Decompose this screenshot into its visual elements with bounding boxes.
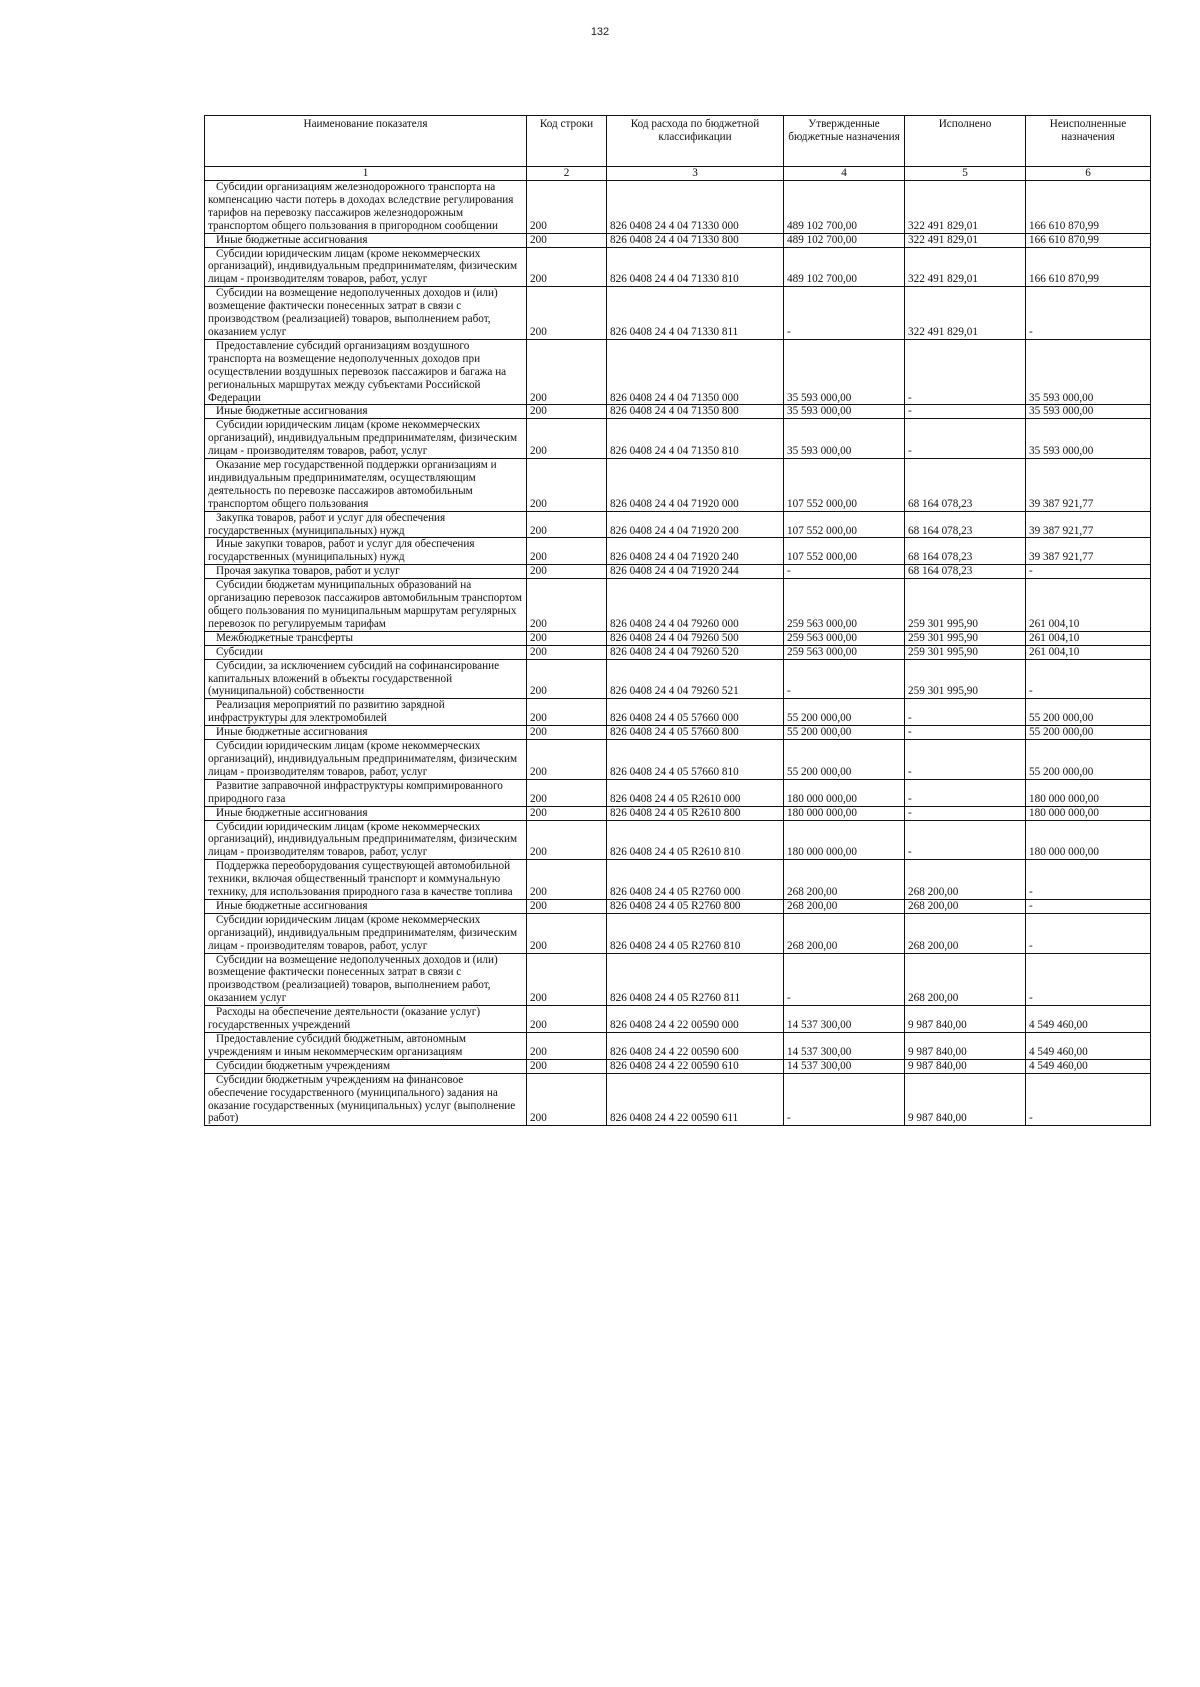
approved-amount: - bbox=[784, 1073, 905, 1126]
table-row bbox=[205, 247, 1151, 287]
unexecuted-amount: - bbox=[1026, 913, 1151, 953]
table-row bbox=[205, 820, 1151, 860]
row-code: 200 bbox=[527, 579, 607, 632]
approved-amount: 489 102 700,00 bbox=[784, 233, 905, 247]
budget-classification-code: 826 0408 24 4 05 R2610 810 bbox=[607, 820, 784, 860]
indicator-name: Субсидии юридическим лицам (кроме некоммерческих организаций), индивидуальным предпринимателям, физическим лицам - производителям товаров, работ, услуг bbox=[205, 247, 527, 287]
budget-classification-code: 826 0408 24 4 22 00590 611 bbox=[607, 1073, 784, 1126]
row-code: 200 bbox=[527, 740, 607, 780]
executed-amount: 322 491 829,01 bbox=[905, 287, 1026, 340]
table-row bbox=[205, 511, 1151, 538]
indicator-name: Предоставление субсидий бюджетным, автономным учреждениям и иным некоммерческим организациям bbox=[205, 1033, 527, 1060]
budget-classification-code: 826 0408 24 4 05 57660 810 bbox=[607, 740, 784, 780]
row-code: 200 bbox=[527, 860, 607, 900]
budget-classification-code: 826 0408 24 4 04 71920 240 bbox=[607, 538, 784, 565]
header-executed: Исполнено bbox=[905, 116, 1026, 167]
row-code: 200 bbox=[527, 953, 607, 1006]
approved-amount: 35 593 000,00 bbox=[784, 419, 905, 459]
table-row bbox=[205, 740, 1151, 780]
approved-amount: 268 200,00 bbox=[784, 899, 905, 913]
unexecuted-amount: 261 004,10 bbox=[1026, 579, 1151, 632]
executed-amount: - bbox=[905, 740, 1026, 780]
approved-amount: 107 552 000,00 bbox=[784, 511, 905, 538]
budget-classification-code: 826 0408 24 4 05 57660 800 bbox=[607, 726, 784, 740]
budget-classification-code: 826 0408 24 4 04 79260 521 bbox=[607, 659, 784, 699]
budget-classification-code: 826 0408 24 4 04 71350 000 bbox=[607, 339, 784, 405]
row-code: 200 bbox=[527, 913, 607, 953]
row-code: 200 bbox=[527, 459, 607, 512]
unexecuted-amount: 39 387 921,77 bbox=[1026, 511, 1151, 538]
executed-amount: 268 200,00 bbox=[905, 953, 1026, 1006]
unexecuted-amount: - bbox=[1026, 860, 1151, 900]
executed-amount: - bbox=[905, 699, 1026, 726]
budget-classification-code: 826 0408 24 4 04 71920 000 bbox=[607, 459, 784, 512]
table-row bbox=[205, 913, 1151, 953]
approved-amount: 55 200 000,00 bbox=[784, 699, 905, 726]
budget-classification-code: 826 0408 24 4 22 00590 000 bbox=[607, 1006, 784, 1033]
indicator-name: Иные бюджетные ассигнования bbox=[205, 899, 527, 913]
column-number: 3 bbox=[607, 167, 784, 181]
budget-classification-code: 826 0408 24 4 05 R2610 000 bbox=[607, 779, 784, 806]
budget-classification-code: 826 0408 24 4 05 R2760 800 bbox=[607, 899, 784, 913]
unexecuted-amount: 180 000 000,00 bbox=[1026, 820, 1151, 860]
budget-classification-code: 826 0408 24 4 04 71330 811 bbox=[607, 287, 784, 340]
indicator-name: Субсидии юридическим лицам (кроме некоммерческих организаций), индивидуальным предпринимателям, физическим лицам - производителям товаров, работ, услуг bbox=[205, 820, 527, 860]
unexecuted-amount: 180 000 000,00 bbox=[1026, 806, 1151, 820]
approved-amount: - bbox=[784, 953, 905, 1006]
budget-classification-code: 826 0408 24 4 04 71330 810 bbox=[607, 247, 784, 287]
approved-amount: 35 593 000,00 bbox=[784, 405, 905, 419]
row-code: 200 bbox=[527, 699, 607, 726]
budget-classification-code: 826 0408 24 4 05 R2610 800 bbox=[607, 806, 784, 820]
table-row bbox=[205, 419, 1151, 459]
table-row bbox=[205, 1073, 1151, 1126]
table-row bbox=[205, 405, 1151, 419]
row-code: 200 bbox=[527, 1059, 607, 1073]
row-code: 200 bbox=[527, 899, 607, 913]
table-row bbox=[205, 779, 1151, 806]
unexecuted-amount: 261 004,10 bbox=[1026, 645, 1151, 659]
page-number: 132 bbox=[590, 26, 610, 38]
unexecuted-amount: 35 593 000,00 bbox=[1026, 419, 1151, 459]
row-code: 200 bbox=[527, 1073, 607, 1126]
table-row bbox=[205, 631, 1151, 645]
approved-amount: 268 200,00 bbox=[784, 913, 905, 953]
indicator-name: Субсидии бюджетным учреждениям bbox=[205, 1059, 527, 1073]
unexecuted-amount: 166 610 870,99 bbox=[1026, 181, 1151, 234]
indicator-name: Субсидии юридическим лицам (кроме некоммерческих организаций), индивидуальным предпринимателям, физическим лицам - производителям товаров, работ, услуг bbox=[205, 913, 527, 953]
table-row bbox=[205, 860, 1151, 900]
row-code: 200 bbox=[527, 339, 607, 405]
indicator-name: Расходы на обеспечение деятельности (оказание услуг) государственных учреждений bbox=[205, 1006, 527, 1033]
indicator-name: Субсидии бюджетам муниципальных образований на организацию перевозок пассажиров автомобильным транспортом общего пользования по муниципальным маршрутам регулярных перевозок по регулируемым тарифам bbox=[205, 579, 527, 632]
executed-amount: 259 301 995,90 bbox=[905, 579, 1026, 632]
executed-amount: - bbox=[905, 339, 1026, 405]
table-row bbox=[205, 806, 1151, 820]
approved-amount: 259 563 000,00 bbox=[784, 645, 905, 659]
row-code: 200 bbox=[527, 405, 607, 419]
row-code: 200 bbox=[527, 631, 607, 645]
unexecuted-amount: - bbox=[1026, 953, 1151, 1006]
table-row bbox=[205, 233, 1151, 247]
approved-amount: 259 563 000,00 bbox=[784, 631, 905, 645]
executed-amount: - bbox=[905, 419, 1026, 459]
approved-amount: 259 563 000,00 bbox=[784, 579, 905, 632]
unexecuted-amount: 55 200 000,00 bbox=[1026, 740, 1151, 780]
budget-classification-code: 826 0408 24 4 22 00590 600 bbox=[607, 1033, 784, 1060]
row-code: 200 bbox=[527, 1006, 607, 1033]
approved-amount: 14 537 300,00 bbox=[784, 1059, 905, 1073]
executed-amount: 268 200,00 bbox=[905, 899, 1026, 913]
executed-amount: 268 200,00 bbox=[905, 860, 1026, 900]
executed-amount: 9 987 840,00 bbox=[905, 1073, 1026, 1126]
column-number: 1 bbox=[205, 167, 527, 181]
column-number: 5 bbox=[905, 167, 1026, 181]
executed-amount: 68 164 078,23 bbox=[905, 565, 1026, 579]
executed-amount: 9 987 840,00 bbox=[905, 1006, 1026, 1033]
header-indicator-name: Наименование показателя bbox=[205, 116, 527, 167]
row-code: 200 bbox=[527, 538, 607, 565]
executed-amount: 268 200,00 bbox=[905, 913, 1026, 953]
budget-classification-code: 826 0408 24 4 05 R2760 000 bbox=[607, 860, 784, 900]
budget-classification-code: 826 0408 24 4 04 71920 200 bbox=[607, 511, 784, 538]
executed-amount: 68 164 078,23 bbox=[905, 511, 1026, 538]
indicator-name: Субсидии на возмещение недополученных доходов и (или) возмещение фактически понесенных затрат в связи с производством (реализацией) товаров, выполнением работ, оказанием услуг bbox=[205, 287, 527, 340]
approved-amount: 180 000 000,00 bbox=[784, 779, 905, 806]
row-code: 200 bbox=[527, 247, 607, 287]
indicator-name: Субсидии на возмещение недополученных доходов и (или) возмещение фактически понесенных затрат в связи с производством (реализацией) товаров, выполнением работ, оказанием услуг bbox=[205, 953, 527, 1006]
indicator-name: Поддержка переоборудования существующей автомобильной техники, включая общественный транспорт и коммунальную технику, для использования природного газа в качестве топлива bbox=[205, 860, 527, 900]
indicator-name: Субсидии юридическим лицам (кроме некоммерческих организаций), индивидуальным предпринимателям, физическим лицам - производителям товаров, работ, услуг bbox=[205, 740, 527, 780]
executed-amount: 259 301 995,90 bbox=[905, 659, 1026, 699]
approved-amount: 180 000 000,00 bbox=[784, 806, 905, 820]
executed-amount: 322 491 829,01 bbox=[905, 181, 1026, 234]
budget-classification-code: 826 0408 24 4 04 71330 800 bbox=[607, 233, 784, 247]
indicator-name: Реализация мероприятий по развитию зарядной инфраструктуры для электромобилей bbox=[205, 699, 527, 726]
indicator-name: Субсидии организациям железнодорожного транспорта на компенсацию части потерь в доходах вследствие регулирования тарифов на перевозку пассажиров железнодорожным транспортом общего пользования в пригородном сообщении bbox=[205, 181, 527, 234]
executed-amount: - bbox=[905, 726, 1026, 740]
unexecuted-amount: 35 593 000,00 bbox=[1026, 405, 1151, 419]
approved-amount: 14 537 300,00 bbox=[784, 1033, 905, 1060]
column-number: 6 bbox=[1026, 167, 1151, 181]
executed-amount: 322 491 829,01 bbox=[905, 233, 1026, 247]
executed-amount: 68 164 078,23 bbox=[905, 459, 1026, 512]
executed-amount: 9 987 840,00 bbox=[905, 1059, 1026, 1073]
table-row bbox=[205, 659, 1151, 699]
row-code: 200 bbox=[527, 511, 607, 538]
budget-classification-code: 826 0408 24 4 04 71350 800 bbox=[607, 405, 784, 419]
executed-amount: 259 301 995,90 bbox=[905, 645, 1026, 659]
unexecuted-amount: - bbox=[1026, 659, 1151, 699]
budget-classification-code: 826 0408 24 4 04 71920 244 bbox=[607, 565, 784, 579]
table-row bbox=[205, 726, 1151, 740]
approved-amount: 268 200,00 bbox=[784, 860, 905, 900]
table-row bbox=[205, 1059, 1151, 1073]
table-header bbox=[205, 116, 1151, 181]
table-body bbox=[205, 181, 1151, 1126]
row-code: 200 bbox=[527, 419, 607, 459]
unexecuted-amount: 166 610 870,99 bbox=[1026, 247, 1151, 287]
row-code: 200 bbox=[527, 181, 607, 234]
approved-amount: 14 537 300,00 bbox=[784, 1006, 905, 1033]
approved-amount: 107 552 000,00 bbox=[784, 538, 905, 565]
executed-amount: 322 491 829,01 bbox=[905, 247, 1026, 287]
budget-classification-code: 826 0408 24 4 22 00590 610 bbox=[607, 1059, 784, 1073]
indicator-name: Субсидии bbox=[205, 645, 527, 659]
row-code: 200 bbox=[527, 659, 607, 699]
budget-classification-code: 826 0408 24 4 04 79260 000 bbox=[607, 579, 784, 632]
indicator-name: Субсидии юридическим лицам (кроме некоммерческих организаций), индивидуальным предпринимателям, физическим лицам - производителям товаров, работ, услуг bbox=[205, 419, 527, 459]
budget-classification-code: 826 0408 24 4 04 79260 500 bbox=[607, 631, 784, 645]
unexecuted-amount: 39 387 921,77 bbox=[1026, 538, 1151, 565]
row-code: 200 bbox=[527, 1033, 607, 1060]
indicator-name: Оказание мер государственной поддержки организациям и индивидуальным предпринимателям, осуществляющим деятельность по перевозке пассажиров автомобильным транспортом общего пользования bbox=[205, 459, 527, 512]
row-code: 200 bbox=[527, 806, 607, 820]
unexecuted-amount: 180 000 000,00 bbox=[1026, 779, 1151, 806]
executed-amount: - bbox=[905, 820, 1026, 860]
header-row-code: Код строки bbox=[527, 116, 607, 167]
column-number: 4 bbox=[784, 167, 905, 181]
table-row bbox=[205, 287, 1151, 340]
row-code: 200 bbox=[527, 779, 607, 806]
executed-amount: 9 987 840,00 bbox=[905, 1033, 1026, 1060]
table-row bbox=[205, 699, 1151, 726]
budget-classification-code: 826 0408 24 4 04 71350 810 bbox=[607, 419, 784, 459]
table-row bbox=[205, 1006, 1151, 1033]
indicator-name: Иные бюджетные ассигнования bbox=[205, 405, 527, 419]
table-row bbox=[205, 953, 1151, 1006]
approved-amount: 180 000 000,00 bbox=[784, 820, 905, 860]
column-number-row bbox=[205, 167, 1151, 181]
budget-classification-code: 826 0408 24 4 04 71330 000 bbox=[607, 181, 784, 234]
approved-amount: 55 200 000,00 bbox=[784, 740, 905, 780]
indicator-name: Предоставление субсидий организациям воздушного транспорта на возмещение недополученных доходов при осуществлении воздушных перевозок пассажиров и багажа на региональных маршрутах между субъектами Российской Федерации bbox=[205, 339, 527, 405]
budget-classification-code: 826 0408 24 4 04 79260 520 bbox=[607, 645, 784, 659]
approved-amount: 55 200 000,00 bbox=[784, 726, 905, 740]
unexecuted-amount: 55 200 000,00 bbox=[1026, 699, 1151, 726]
indicator-name: Иные бюджетные ассигнования bbox=[205, 726, 527, 740]
approved-amount: 35 593 000,00 bbox=[784, 339, 905, 405]
row-code: 200 bbox=[527, 726, 607, 740]
unexecuted-amount: - bbox=[1026, 899, 1151, 913]
budget-classification-code: 826 0408 24 4 05 R2760 810 bbox=[607, 913, 784, 953]
header-unexecuted: Неисполненные назначения bbox=[1026, 116, 1151, 167]
unexecuted-amount: 4 549 460,00 bbox=[1026, 1006, 1151, 1033]
table-row bbox=[205, 565, 1151, 579]
header-budget-code: Код расхода по бюджетной классификации bbox=[607, 116, 784, 167]
unexecuted-amount: 55 200 000,00 bbox=[1026, 726, 1151, 740]
approved-amount: 107 552 000,00 bbox=[784, 459, 905, 512]
unexecuted-amount: 39 387 921,77 bbox=[1026, 459, 1151, 512]
indicator-name: Межбюджетные трансферты bbox=[205, 631, 527, 645]
approved-amount: - bbox=[784, 659, 905, 699]
approved-amount: - bbox=[784, 565, 905, 579]
table-row bbox=[205, 459, 1151, 512]
table-row bbox=[205, 339, 1151, 405]
unexecuted-amount: - bbox=[1026, 1073, 1151, 1126]
executed-amount: - bbox=[905, 806, 1026, 820]
table-row bbox=[205, 181, 1151, 234]
row-code: 200 bbox=[527, 820, 607, 860]
unexecuted-amount: 261 004,10 bbox=[1026, 631, 1151, 645]
budget-execution-table bbox=[204, 115, 1151, 1126]
budget-classification-code: 826 0408 24 4 05 R2760 811 bbox=[607, 953, 784, 1006]
column-number: 2 bbox=[527, 167, 607, 181]
indicator-name: Иные бюджетные ассигнования bbox=[205, 233, 527, 247]
unexecuted-amount: - bbox=[1026, 565, 1151, 579]
unexecuted-amount: 4 549 460,00 bbox=[1026, 1033, 1151, 1060]
indicator-name: Иные закупки товаров, работ и услуг для обеспечения государственных (муниципальных) нужд bbox=[205, 538, 527, 565]
approved-amount: 489 102 700,00 bbox=[784, 181, 905, 234]
row-code: 200 bbox=[527, 645, 607, 659]
row-code: 200 bbox=[527, 287, 607, 340]
unexecuted-amount: 4 549 460,00 bbox=[1026, 1059, 1151, 1073]
table-row bbox=[205, 645, 1151, 659]
table-row bbox=[205, 1033, 1151, 1060]
executed-amount: 259 301 995,90 bbox=[905, 631, 1026, 645]
approved-amount: 489 102 700,00 bbox=[784, 247, 905, 287]
unexecuted-amount: 35 593 000,00 bbox=[1026, 339, 1151, 405]
table-row bbox=[205, 579, 1151, 632]
table-row bbox=[205, 899, 1151, 913]
executed-amount: 68 164 078,23 bbox=[905, 538, 1026, 565]
indicator-name: Развитие заправочной инфраструктуры компримированного природного газа bbox=[205, 779, 527, 806]
indicator-name: Субсидии бюджетным учреждениям на финансовое обеспечение государственного (муниципального) задания на оказание государственных (муниципальных) услуг (выполнение работ) bbox=[205, 1073, 527, 1126]
budget-classification-code: 826 0408 24 4 05 57660 000 bbox=[607, 699, 784, 726]
unexecuted-amount: - bbox=[1026, 287, 1151, 340]
row-code: 200 bbox=[527, 233, 607, 247]
executed-amount: - bbox=[905, 779, 1026, 806]
unexecuted-amount: 166 610 870,99 bbox=[1026, 233, 1151, 247]
executed-amount: - bbox=[905, 405, 1026, 419]
row-code: 200 bbox=[527, 565, 607, 579]
indicator-name: Закупка товаров, работ и услуг для обеспечения государственных (муниципальных) нужд bbox=[205, 511, 527, 538]
indicator-name: Субсидии, за исключением субсидий на софинансирование капитальных вложений в объекты государственной (муниципальной) собственности bbox=[205, 659, 527, 699]
indicator-name: Прочая закупка товаров, работ и услуг bbox=[205, 565, 527, 579]
header-approved: Утвержденные бюджетные назначения bbox=[784, 116, 905, 167]
table-row bbox=[205, 538, 1151, 565]
indicator-name: Иные бюджетные ассигнования bbox=[205, 806, 527, 820]
approved-amount: - bbox=[784, 287, 905, 340]
